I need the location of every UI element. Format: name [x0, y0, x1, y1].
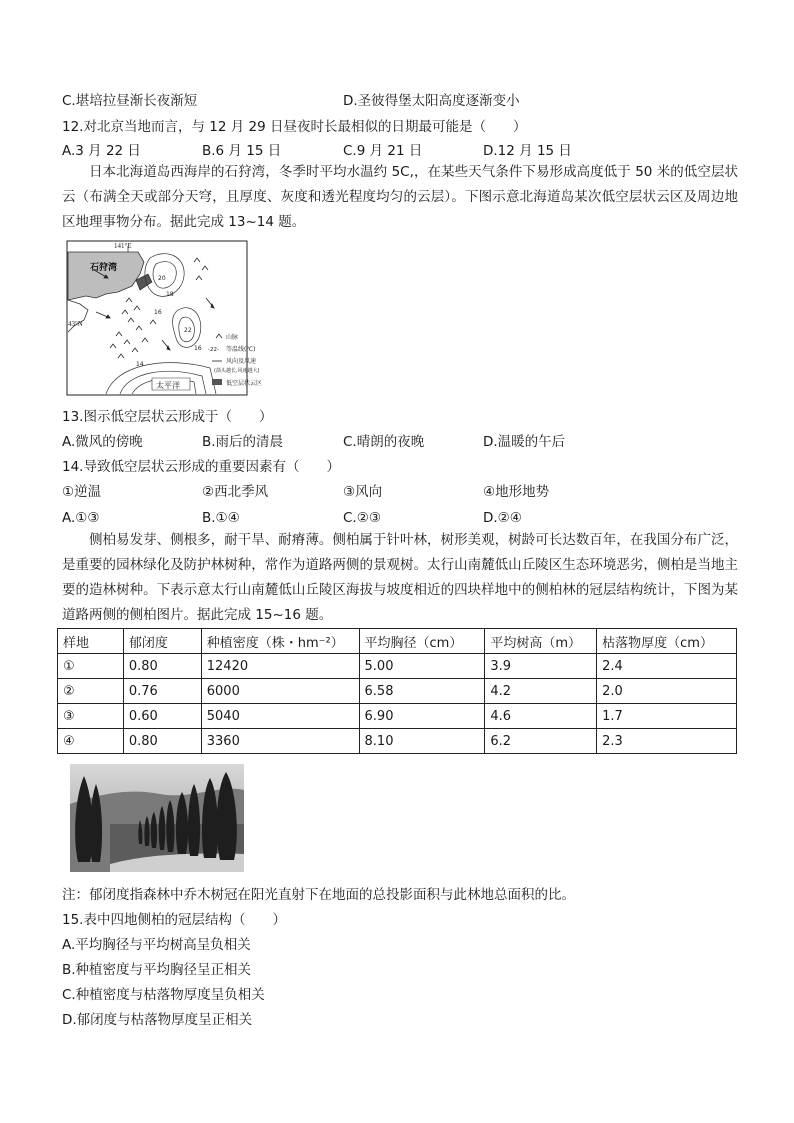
arborvitae-road-photo [70, 764, 244, 872]
legend-isotherm: 等温线(℃) [226, 346, 256, 353]
isotherm-label: 16 [154, 309, 162, 316]
q11-option-c: C.堪培拉昼渐长夜渐短 [62, 93, 198, 109]
isotherm-label: 16 [194, 345, 202, 352]
map-bay-label: 石狩湾 [90, 263, 118, 273]
isotherm-label: 18 [166, 291, 174, 298]
legend-cloud: 低空层状云区 [226, 380, 263, 387]
table-row [58, 679, 737, 704]
table-cell: 5040 [201, 704, 359, 729]
hokkaido-cloud-map [66, 240, 263, 396]
q15-option-d: D.郁闭度与枯落物厚度呈正相关 [62, 1012, 253, 1028]
table-cell: ④ [58, 729, 124, 754]
passage-hokkaido: 日本北海道岛西海岸的石狩湾，冬季时平均水温约 5C,，在某些天气条件下易形成高度低于 50 米的低空层状云（布满全天或部分天穹，且厚度、灰度和透光程度均匀的云层）。下图示意北海道岛某次低空层状云区及周边地区地理事物分布。据此完成 13~14 题。 [62, 164, 738, 230]
q14-factor-1: ①逆温 [62, 484, 102, 500]
q15-option-b: B.种植密度与平均胸径呈正相关 [62, 962, 252, 978]
legend-wind-note: (箭头越长,风速越大) [214, 368, 260, 374]
table-cell: 8.10 [359, 729, 485, 754]
table-cell: 6.2 [485, 729, 597, 754]
table-cell: 12420 [201, 654, 359, 679]
q12-option-d: D.12 月 15 日 [483, 143, 572, 159]
table-cell: 6.90 [359, 704, 485, 729]
q12-option-a: A.3 月 22 日 [62, 143, 141, 159]
map-ocean-label: 太平洋 [156, 381, 180, 390]
isotherm-label: 22 [184, 327, 192, 334]
table-row [58, 729, 737, 754]
q13-stem: 13.图示低空层状云形成于（ ） [62, 409, 273, 425]
legend-wind: 风向及风速 [226, 358, 257, 365]
table-cell: 2.0 [597, 679, 737, 704]
q14-option-d: D.②④ [483, 510, 522, 526]
table-header: 样地 [58, 629, 124, 654]
q14-stem: 14.导致低空层状云形成的重要因素有（ ） [62, 459, 340, 475]
q13-option-d: D.温暖的午后 [483, 434, 566, 450]
isotherm-label: 14 [136, 361, 144, 368]
table-header: 种植密度（株・hm⁻²） [201, 629, 359, 654]
table-cell: 2.4 [597, 654, 737, 679]
table-header: 平均胸径（cm） [359, 629, 485, 654]
table-cell: ② [58, 679, 124, 704]
table-row [58, 654, 737, 679]
table-cell: 6.58 [359, 679, 485, 704]
isotherm-label: 20 [158, 275, 166, 282]
table-cell: 3360 [201, 729, 359, 754]
q14-factor-3: ③风向 [343, 484, 383, 500]
table-row [58, 704, 737, 729]
q14-option-b: B.①④ [202, 510, 240, 526]
q13-option-b: B.雨后的清晨 [202, 434, 284, 450]
q13-option-c: C.晴朗的夜晚 [343, 434, 425, 450]
table-cell: 2.3 [597, 729, 737, 754]
table-cell: 0.76 [123, 679, 201, 704]
legend-mountain: 山脉 [226, 334, 239, 341]
q14-factor-4: ④地形地势 [483, 484, 550, 500]
table-cell: ③ [58, 704, 124, 729]
q11-option-d: D.圣彼得堡太阳高度逐渐变小 [343, 93, 520, 109]
q15-option-a: A.平均胸径与平均树高呈负相关 [62, 937, 251, 953]
q14-option-c: C.②③ [343, 510, 381, 526]
table-header-row [58, 629, 737, 654]
table-cell: 5.00 [359, 654, 485, 679]
table-cell: 4.6 [485, 704, 597, 729]
map-lon-label: 141°E [114, 242, 132, 250]
table-cell: 1.7 [597, 704, 737, 729]
table-header: 郁闭度 [123, 629, 201, 654]
table-header: 枯落物厚度（cm） [597, 629, 737, 654]
q12-stem: 12.对北京当地而言，与 12 月 29 日昼夜时长最相似的日期最可能是（ ） [62, 119, 527, 135]
q13-option-a: A.微风的傍晚 [62, 434, 143, 450]
table-cell: ① [58, 654, 124, 679]
cloud-area-icon [212, 379, 222, 385]
canopy-structure-table [57, 628, 737, 754]
table-cell: 0.60 [123, 704, 201, 729]
table-cell: 4.2 [485, 679, 597, 704]
map-lat-label: 43°N [68, 320, 83, 328]
table-cell: 3.9 [485, 654, 597, 679]
table-cell: 0.80 [123, 729, 201, 754]
passage-arborvitae: 侧柏易发芽、侧根多，耐干旱、耐瘠薄。侧柏属于针叶林，树形美观，树龄可长达数百年，在我国分布广泛，是重要的园林绿化及防护林树种，常作为道路两侧的景观树。太行山南麓低山丘陵区生态环境恶劣，侧柏是当地主要的造林树种。下表示意太行山南麓低山丘陵区海拔与坡度相近的四块样地中的侧柏林的冠层结构统计，下图为某道路两侧的侧柏图片。据此完成 15~16 题。 [62, 532, 738, 623]
q15-stem: 15.表中四地侧柏的冠层结构（ ） [62, 912, 286, 928]
table-cell: 6000 [201, 679, 359, 704]
q14-option-a: A.①③ [62, 510, 100, 526]
table-header: 平均树高（m） [485, 629, 597, 654]
table-note: 注：郁闭度指森林中乔木树冠在阳光直射下在地面的总投影面积与此林地总面积的比。 [62, 887, 575, 903]
q15-option-c: C.种植密度与枯落物厚度呈负相关 [62, 987, 265, 1003]
q12-option-c: C.9 月 21 日 [343, 143, 423, 159]
table-cell: 0.80 [123, 654, 201, 679]
legend-isotherm-sample: -22- [208, 347, 219, 353]
q14-factor-2: ②西北季风 [202, 484, 269, 500]
q12-option-b: B.6 月 15 日 [202, 143, 282, 159]
